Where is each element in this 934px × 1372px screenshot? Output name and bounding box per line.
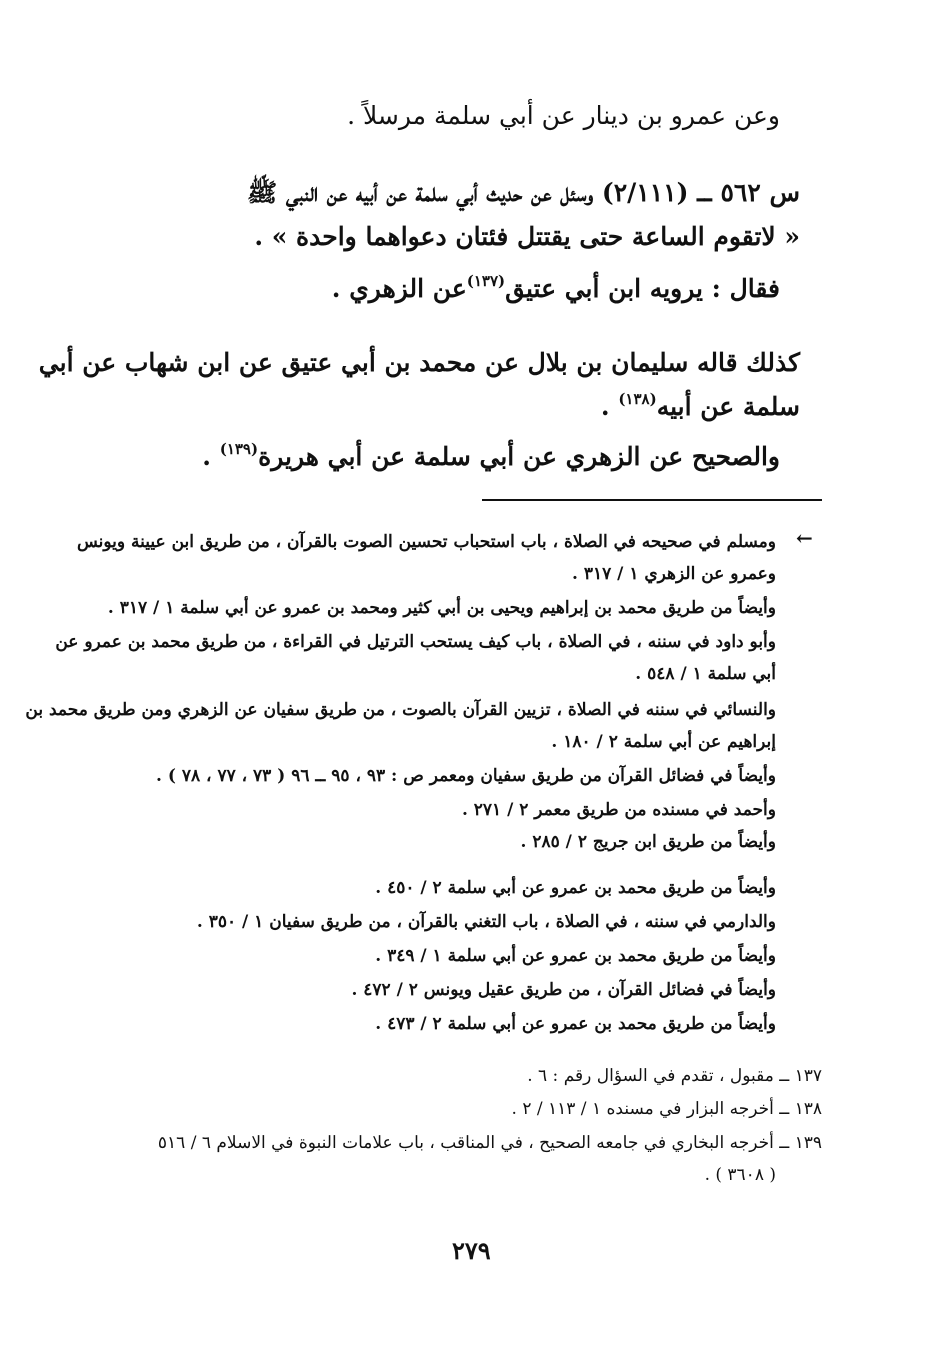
footnote-line: وأيضاً من طريق محمد بن إبراهيم ويحيى بن أبي كثير ومحمد بن عمرو عن أبي سلمة ١ / ٣١٧ . [107,598,776,618]
note-ref-138: (١٣٨) [618,389,657,408]
footnote-line: ومسلم في صحيحه في الصلاة ، باب استحباب تحسين الصوت بالقرآن ، من طريق ابن عيينة ويونس [77,532,776,552]
footnote-line: وأيضاً من طريق ابن جريج ٢ / ٢٨٥ . [520,832,776,852]
endnote-137: ١٣٧ ــ مقبول ، تقدم في السؤال رقم : ٦ . [527,1066,822,1086]
footnote-line: وأيضاً من طريق محمد بن عمرو عن أبي سلمة ٢ / ٤٧٣ . [375,1014,776,1034]
footnote-line: وعمرو عن الزهري ١ / ٣١٧ . [572,564,776,584]
footnote-line: وأيضاً في فضائل القرآن من طريق سفيان ومعمر ص : ٩٣ ، ٩٥ ــ ٩٦ ( ٧٣ ، ٧٧ ، ٧٨ ) . [156,766,776,786]
endnote-139-continued: ( ٣٦٠٨ ) . [704,1165,776,1185]
footnote-line: أبي سلمة ١ / ٥٤٨ . [635,664,776,684]
para3-text-after: . [202,442,220,471]
footnote-line: والدارمي في سننه ، في الصلاة ، باب التغني بالقرآن ، من طريق سفيان ١ / ٣٥٠ . [196,912,776,932]
para3-text-before: والصحيح عن الزهري عن أبي سلمة عن أبي هريرة [258,442,780,471]
question-line-2: « لاتقوم الساعة حتى يقتتل فئتان دعواهما واحدة » . [254,222,800,251]
answer-text-after: عن الزهري . [331,274,467,303]
answer-line [332,272,780,306]
footnote-line: والنسائي في سننه في الصلاة ، تزيين القرآن بالصوت ، من طريق سفيان عن الزهري ومن طريق محمد بن [25,700,776,720]
question-line-1: س ٥٦٢ ــ (٢/١١١) وسئل عن حديث أبي سلمة عن أبيه عن النبي ﷺ [246,178,800,207]
footnote-line: وأبو داود في سننه ، في الصلاة ، باب كيف يستحب الترتيل في القراءة ، من طريق محمد بن عمرو عن [55,632,776,652]
footnote-line: إبراهيم عن أبي سلمة ٢ / ١٨٠ . [551,732,776,752]
endnote-138: ١٣٨ ــ أخرجه البزار في مسنده ١ / ١١٣ / ٢ . [511,1099,822,1119]
footnote-separator [482,499,822,501]
para2-line-1: كذلك قاله سليمان بن بلال عن محمد بن أبي عتيق عن ابن شهاب عن أبي [38,348,800,377]
footnote-line: وأيضاً في فضائل القرآن ، من طريق عقيل ويونس ٢ / ٤٧٢ . [351,980,776,1000]
continuation-arrow-icon: ← [796,526,813,550]
footnote-line: وأيضاً من طريق محمد بن عمرو عن أبي سلمة ١ / ٣٤٩ . [375,946,776,966]
endnote-139: ١٣٩ ــ أخرجه البخاري في جامعه الصحيح ، في المناقب ، باب علامات النبوة في الاسلام ٦ / ٥١٦ [157,1133,822,1153]
para2-text-before: سلمة عن أبيه [656,392,800,421]
footnote-line: وأحمد في مسنده من طريق معمر ٢ / ٢٧١ . [461,800,776,820]
note-ref-139: (١٣٩) [219,439,259,458]
page-number: ٢٧٩ [452,1236,491,1265]
para3-line [202,440,780,474]
para2-line-2 [601,390,800,424]
para2-text-after: . [600,392,619,421]
answer-text-before: فقال : يرويه ابن أبي عتيق [505,274,780,303]
note-ref-137: (١٣٧) [466,271,506,290]
main-line-1: وعن عمرو بن دينار عن أبي سلمة مرسلاً . [347,101,780,130]
footnote-line: وأيضاً من طريق محمد بن عمرو عن أبي سلمة ٢ / ٤٥٠ . [375,878,776,898]
